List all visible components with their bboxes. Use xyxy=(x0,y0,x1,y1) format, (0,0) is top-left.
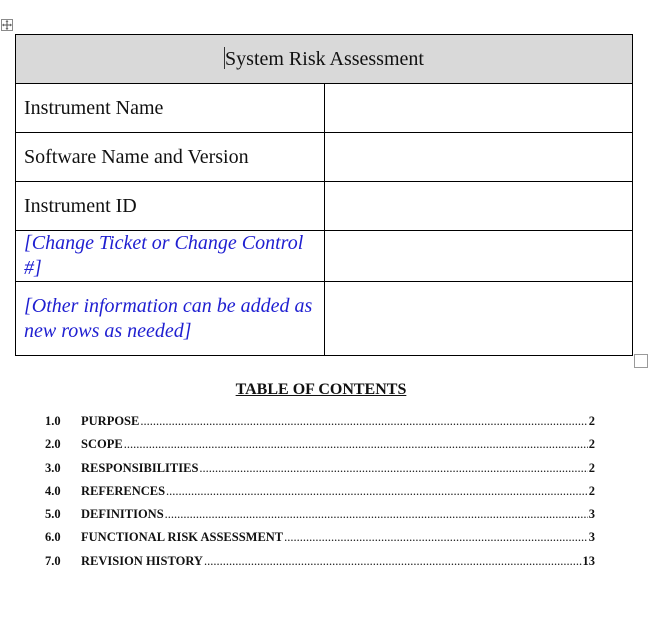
table-of-contents xyxy=(45,410,595,573)
row-label-change-ticket[interactable]: [Change Ticket or Change Control #] xyxy=(16,231,325,282)
toc-entry-page: 2 xyxy=(588,414,595,428)
toc-entry-number: 2.0 xyxy=(45,437,61,452)
toc-entry-text: FUNCTIONAL RISK ASSESSMENT xyxy=(81,530,284,545)
toc-entry-number: 6.0 xyxy=(45,530,61,545)
toc-entry-number: 1.0 xyxy=(45,414,61,428)
toc-entry-text: SCOPE xyxy=(81,437,123,452)
toc-entry-page: 3 xyxy=(588,530,595,545)
toc-dot-leader xyxy=(204,550,582,573)
table-title: System Risk Assessment xyxy=(225,47,424,70)
toc-entry-text: REVISION HISTORY xyxy=(81,553,203,568)
table-header-cell[interactable] xyxy=(16,35,633,84)
toc-dot-leader xyxy=(284,526,588,549)
toc-entry-references[interactable] xyxy=(45,480,595,503)
toc-entry-text: RESPONSIBILITIES xyxy=(81,460,199,475)
row-label-software-name[interactable]: Software Name and Version xyxy=(16,133,325,182)
toc-entry-number: 7.0 xyxy=(45,553,61,568)
toc-dot-leader xyxy=(140,410,587,433)
toc-entry-number: 4.0 xyxy=(45,483,61,498)
toc-entry-page: 2 xyxy=(588,460,595,475)
row-label-instrument-id[interactable]: Instrument ID xyxy=(16,182,325,231)
toc-entry-number: 3.0 xyxy=(45,460,61,475)
toc-entry-page: 13 xyxy=(582,553,595,568)
table-resize-handle-icon[interactable] xyxy=(634,354,648,368)
table-row xyxy=(16,231,633,282)
row-value-other-information[interactable] xyxy=(324,282,633,356)
table-row xyxy=(16,282,633,356)
toc-dot-leader xyxy=(165,503,588,526)
table-move-handle-icon[interactable] xyxy=(1,19,13,31)
toc-dot-leader xyxy=(199,457,587,480)
row-label-other-information[interactable]: [Other information can be added as new rows as needed] xyxy=(16,282,325,356)
toc-dot-leader xyxy=(166,480,588,503)
row-label-instrument-name[interactable]: Instrument Name xyxy=(16,84,325,133)
toc-entry-purpose[interactable] xyxy=(45,410,595,433)
toc-dot-leader xyxy=(124,433,588,456)
row-value-change-ticket[interactable] xyxy=(324,231,633,282)
toc-entry-functional-risk-assessment[interactable] xyxy=(45,526,595,549)
toc-entry-text: PURPOSE xyxy=(81,414,140,428)
toc-entry-definitions[interactable] xyxy=(45,503,595,526)
table-row xyxy=(16,182,633,231)
toc-entry-text: REFERENCES xyxy=(81,483,166,498)
toc-entry-page: 2 xyxy=(588,483,595,498)
toc-entry-page: 3 xyxy=(588,507,595,522)
toc-entry-scope[interactable] xyxy=(45,433,595,456)
table-row xyxy=(16,133,633,182)
toc-entry-number: 5.0 xyxy=(45,507,61,522)
row-value-instrument-id[interactable] xyxy=(324,182,633,231)
toc-title: TABLE OF CONTENTS xyxy=(235,381,407,398)
toc-entry-revision-history[interactable] xyxy=(45,550,595,573)
toc-entry-responsibilities[interactable] xyxy=(45,457,595,480)
row-value-software-name[interactable] xyxy=(324,133,633,182)
row-value-instrument-name[interactable] xyxy=(324,84,633,133)
toc-entry-text: DEFINITIONS xyxy=(81,507,164,522)
table-header-row xyxy=(16,35,633,84)
risk-assessment-table xyxy=(15,34,633,356)
toc-entry-page: 2 xyxy=(588,437,595,452)
table-row xyxy=(16,84,633,133)
